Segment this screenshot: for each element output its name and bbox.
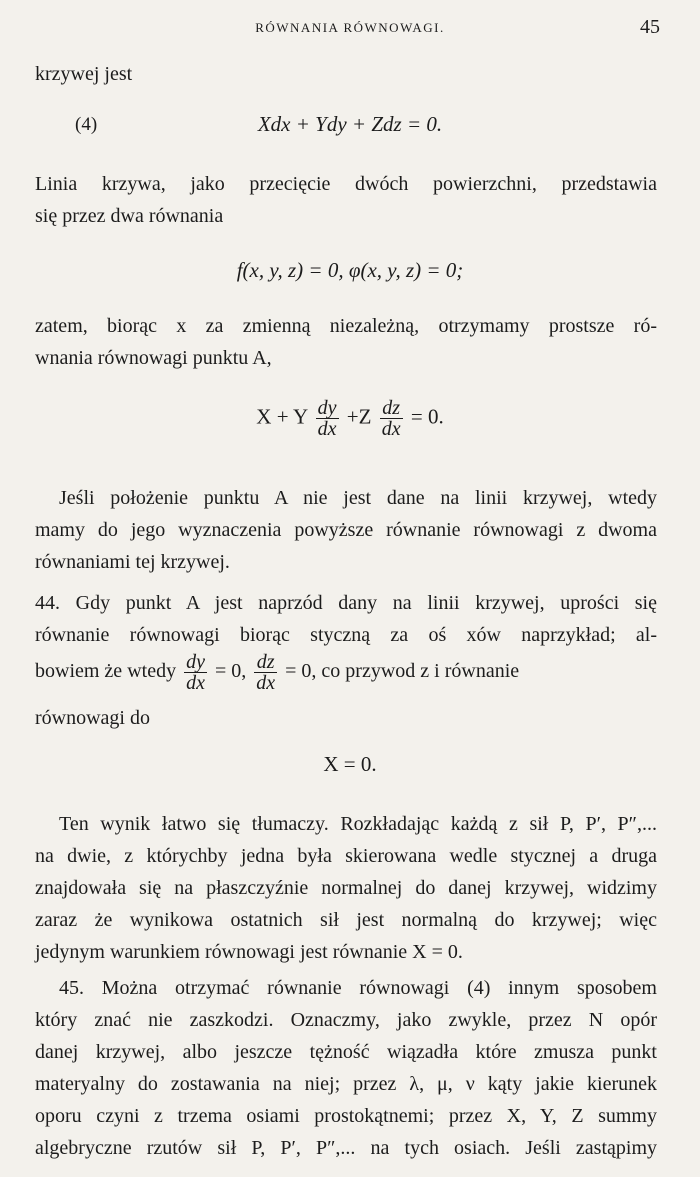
- text-line: oporu czyni z trzema osiami prostokątnemi; przez X, Y, Z summy: [35, 1105, 657, 1127]
- text-line: równanie równowagi biorąc styczną za oś xów naprzykład; al-: [35, 624, 657, 646]
- equation-part: X + Y: [256, 404, 308, 429]
- equation-surfaces: f(x, y, z) = 0, φ(x, y, z) = 0;: [236, 258, 464, 282]
- fraction-dy-dx: [316, 398, 339, 439]
- text-line: Jeśli położenie punktu A nie jest dane na linii krzywej, wtedy: [59, 487, 657, 509]
- fraction-numerator: dy: [186, 651, 205, 673]
- page-number: 45: [640, 16, 660, 38]
- fraction-dz-dx: [380, 398, 403, 439]
- equation-4: Xdx + Ydy + Zdz = 0.: [257, 112, 443, 136]
- text-line: 44. Gdy punkt A jest naprzód dany na linii krzywej, uprości się: [35, 592, 657, 614]
- running-head: [0, 16, 700, 42]
- text-line: się przez dwa równania: [35, 205, 224, 227]
- fraction-dz-dx: [254, 652, 277, 693]
- text-line: znajdowała się na płaszczyźnie normalnej do danej krzywej, widzimy: [35, 877, 657, 899]
- fraction-numerator: dz: [380, 398, 403, 419]
- text-line: mamy do jego wyznaczenia powyższe równanie równowagi z dwoma: [35, 519, 657, 541]
- fraction-numerator: dz: [254, 652, 277, 673]
- text-line: który znać nie zaszkodzi. Oznaczmy, jako zwykle, przez N opór: [35, 1009, 657, 1031]
- fraction-denominator: dx: [186, 672, 205, 694]
- text-part: = 0,: [214, 660, 247, 683]
- text-line-with-fractions: [35, 652, 657, 692]
- text-line: Linia krzywa, jako przecięcie dwóch powierzchni, przedstawia: [35, 173, 657, 195]
- text-line: równaniami tej krzywej.: [35, 551, 230, 573]
- paragraph-explanation: [35, 808, 657, 968]
- text-line: zatem, biorąc x za zmienną niezależną, otrzymamy prostsze ró-: [35, 315, 657, 337]
- text-line: Ten wynik łatwo się tłumaczy. Rozkładając każdą z sił P, P′, P″,...: [59, 813, 657, 835]
- text-line: algebryczne rzutów sił P, P′, P″,... na tych osiach. Jeśli zastąpimy: [35, 1137, 657, 1159]
- running-head-title: RÓWNANIA RÓWNOWAGI.: [255, 20, 445, 35]
- equation-equilibrium: [0, 398, 700, 439]
- paragraph-curve: [35, 168, 657, 232]
- paragraph-position: [35, 482, 657, 578]
- text-line: materyalny do zostawania na niej; przez λ, μ, ν kąty jakie kierunek: [35, 1073, 657, 1095]
- fraction-denominator: dx: [317, 418, 337, 440]
- text-line: krzywej jest: [35, 63, 133, 85]
- fraction-denominator: dx: [256, 672, 276, 694]
- fraction-dy-dx: [184, 652, 207, 693]
- paragraph-45: [35, 972, 657, 1164]
- text-line: równowagi do: [35, 707, 150, 729]
- text-part: bowiem że wtedy: [35, 660, 177, 683]
- text-line: 45. Można otrzymać równanie równowagi (4) innym sposobem: [59, 977, 657, 999]
- text-part: = 0, co przywod z i równanie: [285, 660, 520, 683]
- equation-part: = 0.: [410, 404, 444, 429]
- text-line: danej krzywej, albo jeszcze tężność wiązadła które zmusza punkt: [35, 1041, 657, 1063]
- paragraph-44: [35, 587, 657, 651]
- text-line: wnania równowagi punktu A,: [35, 347, 272, 369]
- text-line: zaraz że wynikowa ostatnich sił jest normalną do krzywej; więc: [35, 909, 657, 931]
- fraction-denominator: dx: [381, 418, 401, 440]
- text-line: na dwie, z którychby jedna była skierowana wedle stycznej a druga: [35, 845, 657, 867]
- paragraph-independent-variable: [35, 310, 657, 374]
- equation-x-zero: X = 0.: [323, 752, 377, 776]
- equation-part: +Z: [346, 404, 372, 429]
- fraction-numerator: dy: [317, 397, 337, 419]
- text-line: jedynym warunkiem równowagi jest równanie X = 0.: [35, 941, 463, 963]
- equation-number: (4): [75, 114, 98, 135]
